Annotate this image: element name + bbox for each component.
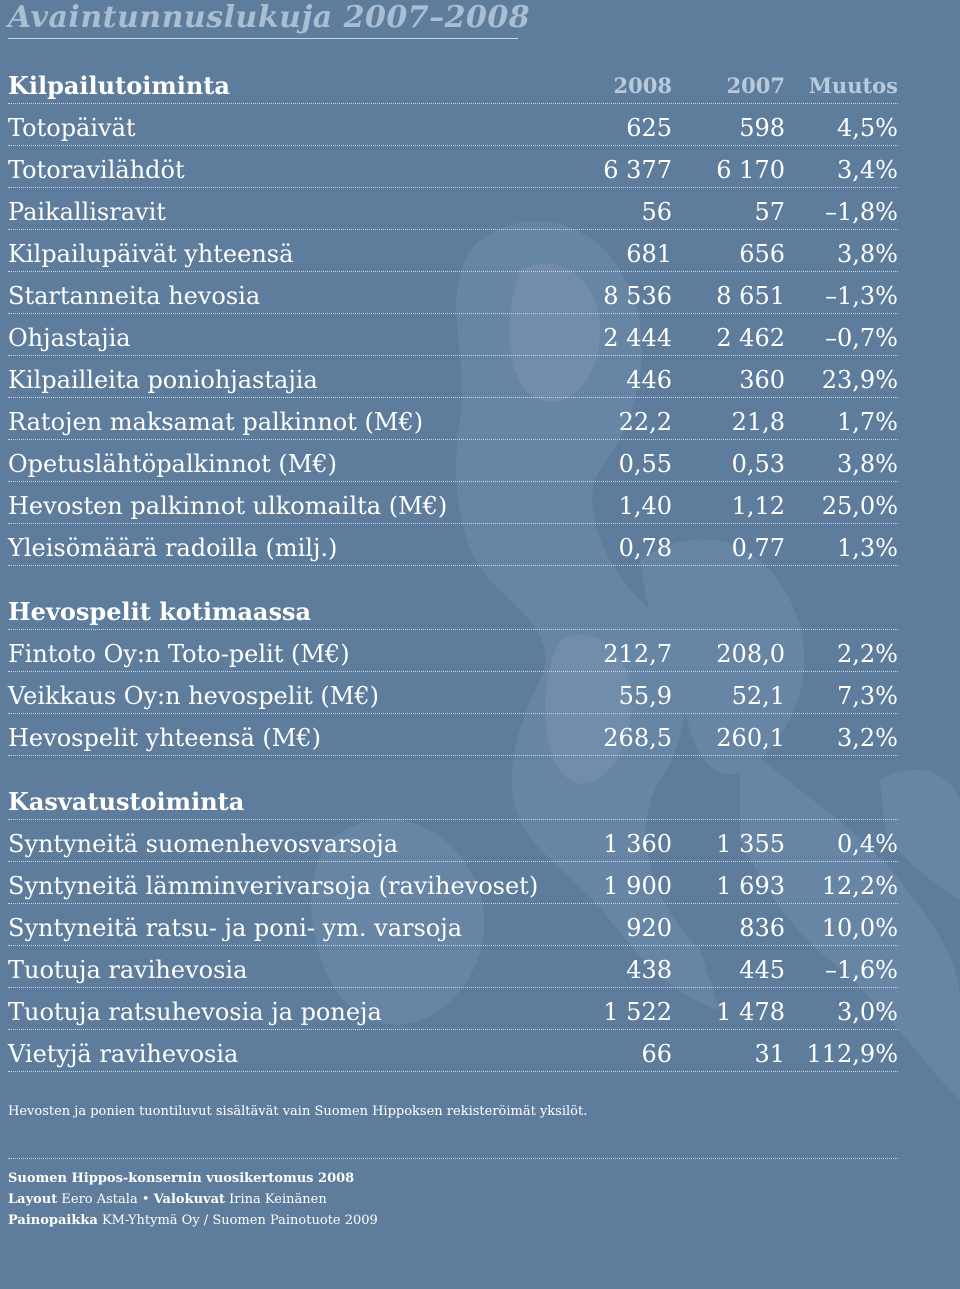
table-row: [8, 714, 898, 756]
table-row: [8, 440, 898, 482]
photos-label: Valokuvat: [153, 1192, 226, 1207]
value-2008: 22,2: [618, 408, 672, 436]
value-change: 3,8%: [837, 450, 898, 478]
value-2007: 2 462: [716, 324, 785, 352]
value-change: 7,3%: [837, 682, 898, 710]
value-2008: 0,78: [618, 534, 672, 562]
colophon-divider: [8, 1158, 898, 1159]
value-2008: 56: [641, 198, 672, 226]
row-label: Totoravilähdöt: [8, 156, 185, 184]
row-label: Hevosten palkinnot ulkomailta (M€): [8, 492, 448, 520]
value-change: 1,7%: [837, 408, 898, 436]
photos-name: Irina Keinänen: [229, 1192, 327, 1207]
value-2007: 52,1: [731, 682, 785, 710]
value-2008: 2 444: [603, 324, 672, 352]
table-row: [8, 820, 898, 862]
value-2007: 836: [739, 914, 785, 942]
table-row: [8, 104, 898, 146]
section-header-hevospelit: [8, 566, 898, 630]
column-header-change: Muutos: [808, 73, 898, 98]
table-row: [8, 230, 898, 272]
value-2008: 1,40: [618, 492, 672, 520]
layout-label: Layout: [8, 1192, 58, 1207]
row-label: Kilpailupäivät yhteensä: [8, 240, 294, 268]
row-label: Hevospelit yhteensä (M€): [8, 724, 321, 752]
column-header-2007: 2007: [726, 73, 785, 98]
value-change: 3,2%: [837, 724, 898, 752]
value-2007: 8 651: [716, 282, 785, 310]
section-heading: Kasvatustoiminta: [8, 787, 245, 816]
title-underline: [8, 38, 518, 39]
credit-separator: •: [141, 1192, 150, 1207]
row-label: Ratojen maksamat palkinnot (M€): [8, 408, 424, 436]
value-2007: 0,53: [731, 450, 785, 478]
value-2008: 681: [626, 240, 672, 268]
row-label: Kilpailleita poniohjastajia: [8, 366, 318, 394]
value-2008: 438: [626, 956, 672, 984]
table-row: [8, 482, 898, 524]
value-2007: 0,77: [731, 534, 785, 562]
value-2007: 445: [739, 956, 785, 984]
table-row: [8, 314, 898, 356]
column-header-2008: 2008: [613, 73, 672, 98]
value-change: 2,2%: [837, 640, 898, 668]
value-2007: 1 355: [716, 830, 785, 858]
colophon: [8, 1168, 378, 1231]
value-2008: 446: [626, 366, 672, 394]
table-row: [8, 630, 898, 672]
section-header-kilpailutoiminta: [8, 62, 898, 104]
colophon-credits-line: [8, 1189, 378, 1210]
value-2008: 0,55: [618, 450, 672, 478]
colophon-print-line: [8, 1210, 378, 1231]
row-label: Tuotuja ratsuhevosia ja poneja: [8, 998, 382, 1026]
value-2007: 656: [739, 240, 785, 268]
value-change: 25,0%: [821, 492, 898, 520]
value-change: 112,9%: [806, 1040, 898, 1068]
value-change: –1,3%: [825, 282, 898, 310]
value-change: –1,6%: [825, 956, 898, 984]
table-row: [8, 904, 898, 946]
value-change: 1,3%: [837, 534, 898, 562]
value-2007: 598: [739, 114, 785, 142]
table-row: [8, 398, 898, 440]
row-label: Fintoto Oy:n Toto-pelit (M€): [8, 640, 350, 668]
value-2007: 360: [739, 366, 785, 394]
table-row: [8, 524, 898, 566]
value-change: 3,0%: [837, 998, 898, 1026]
publication-title: Suomen Hippos-konsernin vuosikertomus 2008: [8, 1171, 355, 1186]
table-row: [8, 1030, 898, 1072]
value-2007: 31: [754, 1040, 785, 1068]
value-2008: 8 536: [603, 282, 672, 310]
value-change: 3,4%: [837, 156, 898, 184]
value-2008: 1 522: [603, 998, 672, 1026]
row-label: Yleisömäärä radoilla (milj.): [8, 534, 338, 562]
value-change: 10,0%: [821, 914, 898, 942]
row-label: Syntyneitä ratsu- ja poni- ym. varsoja: [8, 914, 463, 942]
value-2007: 57: [754, 198, 785, 226]
value-2007: 6 170: [716, 156, 785, 184]
table-row: [8, 188, 898, 230]
table-row: [8, 946, 898, 988]
value-change: –0,7%: [825, 324, 898, 352]
value-2008: 625: [626, 114, 672, 142]
value-change: –1,8%: [825, 198, 898, 226]
value-2008: 55,9: [618, 682, 672, 710]
table-row: [8, 356, 898, 398]
row-label: Opetuslähtöpalkinnot (M€): [8, 450, 337, 478]
value-2007: 1 693: [716, 872, 785, 900]
value-2008: 66: [641, 1040, 672, 1068]
value-2007: 1,12: [731, 492, 785, 520]
row-label: Startanneita hevosia: [8, 282, 261, 310]
value-2008: 268,5: [603, 724, 672, 752]
print-label: Painopaikka: [8, 1213, 98, 1228]
row-label: Veikkaus Oy:n hevospelit (M€): [8, 682, 379, 710]
key-figures-table: [8, 62, 898, 1072]
value-change: 23,9%: [821, 366, 898, 394]
row-label: Totopäivät: [8, 114, 136, 142]
footnote: Hevosten ja ponien tuontiluvut sisältävät vain Suomen Hippoksen rekisteröimät yksilöt.: [8, 1104, 588, 1119]
print-name: KM-Yhtymä Oy / Suomen Painotuote 2009: [101, 1213, 378, 1228]
table-row: [8, 146, 898, 188]
row-label: Ohjastajia: [8, 324, 131, 352]
value-2008: 212,7: [603, 640, 672, 668]
row-label: Tuotuja ravihevosia: [8, 956, 248, 984]
value-2007: 260,1: [716, 724, 785, 752]
value-2008: 6 377: [603, 156, 672, 184]
value-2008: 920: [626, 914, 672, 942]
table-row: [8, 862, 898, 904]
value-change: 0,4%: [837, 830, 898, 858]
value-2008: 1 360: [603, 830, 672, 858]
layout-name: Eero Astala: [61, 1192, 138, 1207]
value-change: 4,5%: [837, 114, 898, 142]
table-row: [8, 988, 898, 1030]
row-label: Syntyneitä lämminverivarsoja (ravihevoset): [8, 872, 539, 900]
row-label: Vietyjä ravihevosia: [8, 1040, 239, 1068]
row-label: Paikallisravit: [8, 198, 166, 226]
table-row: [8, 672, 898, 714]
value-2007: 21,8: [731, 408, 785, 436]
table-row: [8, 272, 898, 314]
value-2008: 1 900: [603, 872, 672, 900]
page-title: Avaintunnuslukuja 2007–2008: [8, 0, 531, 35]
colophon-publication-line: [8, 1168, 378, 1189]
section-header-kasvatustoiminta: [8, 756, 898, 820]
value-change: 12,2%: [821, 872, 898, 900]
value-change: 3,8%: [837, 240, 898, 268]
value-2007: 208,0: [716, 640, 785, 668]
section-heading: Hevospelit kotimaassa: [8, 597, 312, 626]
row-label: Syntyneitä suomenhevosvarsoja: [8, 830, 399, 858]
value-2007: 1 478: [716, 998, 785, 1026]
section-heading: Kilpailutoiminta: [8, 71, 230, 100]
